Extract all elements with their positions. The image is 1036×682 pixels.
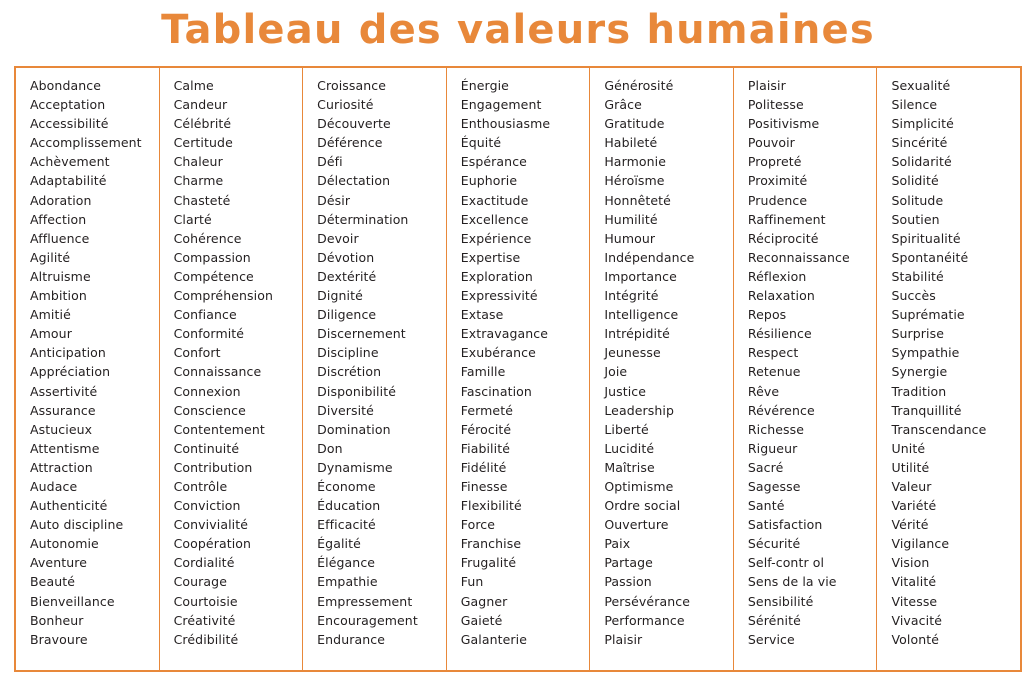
list-item: Cordialité <box>173 555 235 571</box>
list-item: Don <box>317 440 343 456</box>
list-item: Héroïsme <box>604 173 665 189</box>
list-item: Dévotion <box>317 249 375 265</box>
list-item: Intégrité <box>604 288 659 304</box>
list-item: Empressement <box>317 593 413 609</box>
list-item: Joie <box>604 364 628 380</box>
list-item: Tranquillité <box>891 402 962 418</box>
values-column-7 <box>877 68 1020 670</box>
list-item: Espérance <box>460 154 527 170</box>
list-item: Devoir <box>317 230 359 246</box>
list-item: Encouragement <box>317 612 418 628</box>
list-item: Volonté <box>891 631 940 647</box>
list-item: Discernement <box>317 326 406 342</box>
list-item: Continuité <box>173 440 240 456</box>
list-item: Réflexion <box>747 268 807 284</box>
list-item: Attentisme <box>30 440 100 456</box>
list-item: Maîtrise <box>604 459 655 475</box>
list-item: Gagner <box>460 593 508 609</box>
list-item: Domination <box>317 421 391 437</box>
list-item: Discipline <box>317 345 379 361</box>
list-item: Utilité <box>891 459 930 475</box>
list-item: Spiritualité <box>891 230 961 246</box>
values-column-3 <box>303 68 447 670</box>
list-item: Détermination <box>317 211 409 227</box>
list-item: Désir <box>317 192 351 208</box>
list-item: Acceptation <box>30 97 106 113</box>
list-item: Franchise <box>460 536 522 552</box>
list-item: Exubérance <box>460 345 536 361</box>
list-item: Simplicité <box>891 116 954 132</box>
list-item: Fun <box>460 574 484 590</box>
list-item: Optimisme <box>604 478 674 494</box>
list-item: Bienveillance <box>30 593 115 609</box>
list-item: Bravoure <box>30 631 88 647</box>
list-item: Unité <box>891 440 926 456</box>
list-item: Synergie <box>891 364 948 380</box>
list-item: Prudence <box>747 192 808 208</box>
list-item: Astucieux <box>30 421 93 437</box>
list-item: Férocité <box>460 421 512 437</box>
list-item: Sympathie <box>891 345 960 361</box>
list-item: Relaxation <box>747 288 815 304</box>
list-item: Compréhension <box>173 288 274 304</box>
list-item: Dignité <box>317 288 363 304</box>
list-item: Convivialité <box>173 517 249 533</box>
list-item: Suprématie <box>891 307 965 323</box>
list-item: Solidarité <box>891 154 952 170</box>
list-item: Habileté <box>604 135 658 151</box>
list-item: Sens de la vie <box>747 574 837 590</box>
list-item: Passion <box>604 574 652 590</box>
list-item: Reconnaissance <box>747 249 850 265</box>
list-item: Déférence <box>317 135 383 151</box>
list-item: Gratitude <box>604 116 665 132</box>
list-item: Vision <box>891 555 930 571</box>
list-item: Plaisir <box>604 631 643 647</box>
list-item: Révérence <box>747 402 815 418</box>
list-item: Extravagance <box>460 326 549 342</box>
list-item: Ambition <box>30 288 87 304</box>
list-item: Sexualité <box>891 78 951 93</box>
list-item: Raffinement <box>747 211 826 227</box>
list-item: Proximité <box>747 173 808 189</box>
list-item: Indépendance <box>604 249 695 265</box>
list-item: Performance <box>604 612 685 628</box>
list-item: Service <box>747 631 795 647</box>
list-item: Calme <box>173 78 214 93</box>
list-item: Appréciation <box>30 364 111 380</box>
list-item: Connexion <box>173 383 241 399</box>
values-column-4 <box>447 68 591 670</box>
list-item: Lucidité <box>604 440 655 456</box>
values-columns <box>16 68 1020 670</box>
list-item: Connaissance <box>173 364 262 380</box>
list-item: Satisfaction <box>747 517 823 533</box>
list-item: Réciprocité <box>747 230 819 246</box>
list-item: Équité <box>460 135 502 151</box>
list-item: Confiance <box>173 307 237 323</box>
list-item: Compassion <box>173 249 251 265</box>
list-item: Découverte <box>317 116 391 132</box>
list-item: Conformité <box>173 326 245 342</box>
list-item: Certitude <box>173 135 233 151</box>
list-item: Anticipation <box>30 345 106 361</box>
list-item: Économe <box>317 478 376 494</box>
list-item: Élégance <box>317 555 376 571</box>
list-item: Agilité <box>30 249 71 265</box>
list-item: Dextérité <box>317 268 377 284</box>
list-item: Amitié <box>30 307 71 323</box>
list-item: Extase <box>460 307 504 323</box>
list-item: Courage <box>173 574 228 590</box>
values-table <box>14 66 1022 672</box>
list-item: Croissance <box>317 78 387 93</box>
list-item: Variété <box>891 498 937 514</box>
list-item: Liberté <box>604 421 649 437</box>
list-item: Abondance <box>30 78 102 93</box>
list-item: Défi <box>317 154 343 170</box>
list-item: Égalité <box>317 536 361 552</box>
list-item: Vitesse <box>891 593 938 609</box>
list-item: Contentement <box>173 421 265 437</box>
list-item: Exploration <box>460 268 533 284</box>
list-item: Sacré <box>747 459 784 475</box>
list-item: Frugalité <box>460 555 517 571</box>
page-title: Tableau des valeurs humaines <box>161 7 875 53</box>
list-item: Justice <box>604 383 647 399</box>
list-item: Sensibilité <box>747 593 814 609</box>
list-item: Excellence <box>460 211 529 227</box>
list-item: Intelligence <box>604 307 679 323</box>
list-item: Solitude <box>891 192 944 208</box>
list-item: Contrôle <box>173 478 228 494</box>
list-item: Charme <box>173 173 224 189</box>
list-item: Humilité <box>604 211 658 227</box>
list-item: Audace <box>30 478 78 494</box>
list-item: Beauté <box>30 574 76 590</box>
list-item: Flexibilité <box>460 498 522 514</box>
list-item: Retenue <box>747 364 801 380</box>
list-item: Clarté <box>173 211 212 227</box>
list-item: Aventure <box>30 555 88 571</box>
list-item: Sincérité <box>891 135 948 151</box>
list-item: Générosité <box>604 78 674 93</box>
list-item: Conviction <box>173 498 241 514</box>
list-item: Crédibilité <box>173 631 239 647</box>
list-item: Gaieté <box>460 612 503 628</box>
list-item: Endurance <box>317 631 386 647</box>
list-item: Famille <box>460 364 506 380</box>
list-item: Propreté <box>747 154 802 170</box>
list-item: Solidité <box>891 173 939 189</box>
list-item: Candeur <box>173 97 228 113</box>
list-item: Vivacité <box>891 612 943 628</box>
list-item: Chaleur <box>173 154 223 170</box>
list-item: Ouverture <box>604 517 669 533</box>
list-item: Assurance <box>30 402 96 418</box>
list-item: Rigueur <box>747 440 798 456</box>
list-item: Politesse <box>747 97 804 113</box>
list-item: Énergie <box>460 78 509 93</box>
list-item: Créativité <box>173 612 236 628</box>
list-item: Dynamisme <box>317 459 393 475</box>
list-item: Diversité <box>317 402 374 418</box>
values-column-1 <box>16 68 160 670</box>
list-item: Harmonie <box>604 154 667 170</box>
list-item: Exactitude <box>460 192 529 208</box>
list-item: Transcendance <box>891 421 987 437</box>
list-item: Grâce <box>604 97 642 113</box>
list-item: Cohérence <box>173 230 242 246</box>
list-item: Amour <box>30 326 72 342</box>
list-item: Leadership <box>604 402 675 418</box>
list-item: Disponibilité <box>317 383 396 399</box>
list-item: Discrétion <box>317 364 382 380</box>
values-column-5 <box>590 68 734 670</box>
list-item: Fiabilité <box>460 440 510 456</box>
list-item: Euphorie <box>460 173 518 189</box>
list-item: Engagement <box>460 97 542 113</box>
list-item: Courtoisie <box>173 593 238 609</box>
list-item: Succès <box>891 288 936 304</box>
list-item: Efficacité <box>317 517 376 533</box>
list-item: Bonheur <box>30 612 84 628</box>
list-item: Adoration <box>30 192 92 208</box>
list-item: Pouvoir <box>747 135 795 151</box>
list-item: Conscience <box>173 402 246 418</box>
values-column-6 <box>734 68 878 670</box>
list-item: Self-contr ol <box>747 555 825 571</box>
list-item: Fidélité <box>460 459 507 475</box>
list-item: Tradition <box>891 383 947 399</box>
list-item: Contribution <box>173 459 253 475</box>
list-item: Vigilance <box>891 536 950 552</box>
list-item: Intrépidité <box>604 326 670 342</box>
list-item: Galanterie <box>460 631 528 647</box>
list-item: Force <box>460 517 496 533</box>
list-item: Stabilité <box>891 268 944 284</box>
list-item: Humour <box>604 230 656 246</box>
list-item: Expertise <box>460 249 521 265</box>
list-item: Soutien <box>891 211 940 227</box>
list-item: Empathie <box>317 574 378 590</box>
list-item: Attraction <box>30 459 93 475</box>
list-item: Respect <box>747 345 799 361</box>
list-item: Rêve <box>747 383 780 399</box>
list-item: Résilience <box>747 326 812 342</box>
list-item: Délectation <box>317 173 391 189</box>
list-item: Authenticité <box>30 498 108 514</box>
list-item: Vérité <box>891 517 929 533</box>
list-item: Confort <box>173 345 221 361</box>
list-item: Auto discipline <box>30 517 124 533</box>
list-item: Accessibilité <box>30 116 109 132</box>
list-item: Finesse <box>460 478 508 494</box>
list-item: Éducation <box>317 498 381 514</box>
values-column-2 <box>160 68 304 670</box>
list-item: Importance <box>604 268 677 284</box>
list-item: Honnêteté <box>604 192 671 208</box>
list-item: Curiosité <box>317 97 374 113</box>
list-item: Adaptabilité <box>30 173 107 189</box>
list-item: Sagesse <box>747 478 801 494</box>
list-item: Paix <box>604 536 631 552</box>
list-item: Spontanéité <box>891 249 969 265</box>
list-item: Fascination <box>460 383 532 399</box>
list-item: Expérience <box>460 230 532 246</box>
list-item: Chasteté <box>173 192 231 208</box>
list-item: Persévérance <box>604 593 691 609</box>
list-item: Accomplissement <box>30 135 142 151</box>
list-item: Jeunesse <box>604 345 661 361</box>
list-item: Positivisme <box>747 116 820 132</box>
list-item: Autonomie <box>30 536 99 552</box>
list-item: Ordre social <box>604 498 681 514</box>
list-item: Silence <box>891 97 938 113</box>
list-item: Diligence <box>317 307 377 323</box>
list-item: Plaisir <box>747 78 786 93</box>
list-item: Sécurité <box>747 536 801 552</box>
list-item: Partage <box>604 555 653 571</box>
list-item: Achèvement <box>30 154 110 170</box>
list-item: Richesse <box>747 421 805 437</box>
list-item: Vitalité <box>891 574 937 590</box>
list-item: Repos <box>747 307 787 323</box>
list-item: Enthousiasme <box>460 116 551 132</box>
list-item: Compétence <box>173 268 254 284</box>
list-item: Coopération <box>173 536 252 552</box>
list-item: Affection <box>30 211 87 227</box>
list-item: Altruisme <box>30 268 91 284</box>
list-item: Surprise <box>891 326 945 342</box>
list-item: Santé <box>747 498 785 514</box>
list-item: Sérénité <box>747 612 801 628</box>
list-item: Expressivité <box>460 288 538 304</box>
list-item: Valeur <box>891 478 932 494</box>
list-item: Assertivité <box>30 383 98 399</box>
list-item: Célébrité <box>173 116 232 132</box>
list-item: Affluence <box>30 230 90 246</box>
list-item: Fermeté <box>460 402 514 418</box>
